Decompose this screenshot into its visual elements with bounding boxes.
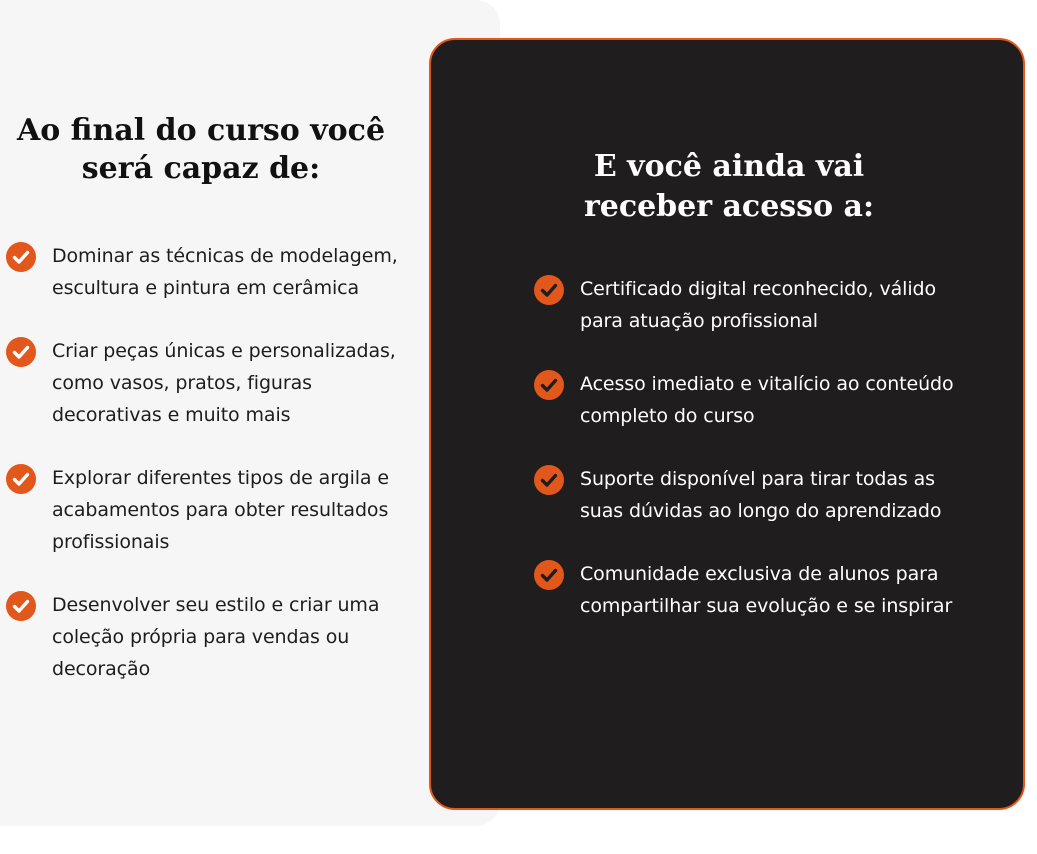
list-item (6, 462, 406, 558)
check-circle-icon (534, 275, 564, 305)
bonus-list (534, 273, 954, 653)
benefits-panel (0, 0, 500, 826)
list-item (534, 368, 954, 432)
check-circle-icon (534, 465, 564, 495)
list-item (6, 335, 406, 431)
bonus-heading (431, 147, 1027, 227)
list-item-text: Certificado digital reconhecido, válido para atuação profissional (580, 278, 937, 332)
list-item-text: Suporte disponível para tirar todas as suas dúvidas ao longo do aprendizado (580, 468, 942, 522)
check-circle-icon (6, 464, 36, 494)
list-item (6, 589, 406, 685)
check-circle-icon (6, 242, 36, 272)
list-item-text: Criar peças únicas e personalizadas, como vasos, pratos, figuras decorativas e muito mais (52, 340, 396, 426)
bonus-heading-line2: receber acesso a: (583, 189, 875, 224)
check-circle-icon (6, 591, 36, 621)
list-item-text: Explorar diferentes tipos de argila e acabamentos para obter resultados profissionais (52, 467, 389, 553)
benefits-heading-line1: Ao final do curso você (16, 113, 386, 148)
check-circle-icon (534, 560, 564, 590)
benefits-heading (0, 112, 402, 188)
check-circle-icon (534, 370, 564, 400)
list-item (6, 240, 406, 304)
list-item-text: Dominar as técnicas de modelagem, escultura e pintura em cerâmica (52, 245, 398, 299)
list-item (534, 273, 954, 337)
benefits-list (6, 240, 406, 716)
list-item-text: Desenvolver seu estilo e criar uma coleção própria para vendas ou decoração (52, 594, 380, 680)
list-item (534, 463, 954, 527)
list-item-text: Comunidade exclusiva de alunos para compartilhar sua evolução e se inspirar (580, 563, 953, 617)
bonus-card (429, 38, 1025, 810)
list-item-text: Acesso imediato e vitalício ao conteúdo completo do curso (580, 373, 954, 427)
check-circle-icon (6, 337, 36, 367)
benefits-heading-line2: será capaz de: (81, 151, 321, 186)
list-item (534, 558, 954, 622)
bonus-heading-line1: E você ainda vai (593, 149, 865, 184)
